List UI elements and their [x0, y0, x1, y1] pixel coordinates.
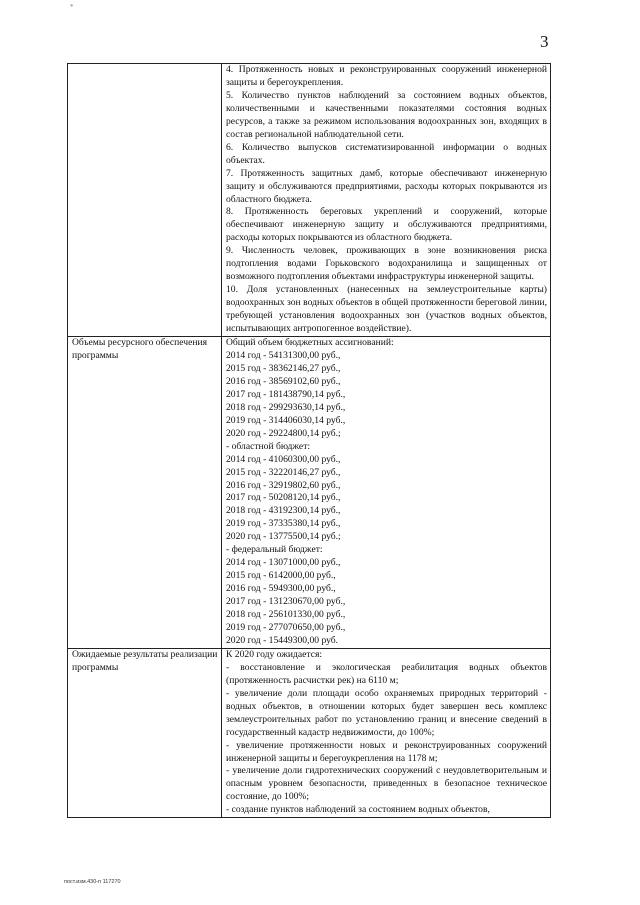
row-label: Ожидаемые результаты реализации программы [68, 648, 222, 817]
funding-line: 2016 год - 38569102,60 руб., [226, 375, 341, 387]
funding-line: 2018 год - 43192300,14 руб., [226, 505, 341, 517]
indicators-cell [222, 64, 551, 337]
funding-line: 2020 год - 13775500,14 руб.; [226, 531, 341, 543]
footer-code: пост.изм.430-п 117270 [64, 879, 121, 885]
corner-mark: * [70, 3, 74, 11]
funding-regional-heading: - областной бюджет: [226, 440, 311, 452]
funding-line: 2015 год - 38362146,27 руб., [226, 362, 341, 374]
funding-line: 2018 год - 299293630,14 руб., [226, 401, 346, 413]
result-item: - увеличение протяженности новых и реконструированных сооружений инженерной защиты и берегоукрепления на 1178 м; [226, 739, 547, 764]
funding-line: 2017 год - 50208120,14 руб., [226, 492, 341, 504]
funding-line: 2020 год - 29224800,14 руб.; [226, 427, 341, 439]
funding-line: 2014 год - 13071000,00 руб., [226, 557, 341, 569]
passport-table [67, 63, 551, 818]
funding-line: 2015 год - 32220146,27 руб., [226, 466, 341, 478]
funding-line: 2015 год - 6142000,00 руб., [226, 570, 336, 582]
funding-line: 2016 год - 5949300,00 руб., [226, 583, 336, 595]
row-label [68, 64, 222, 337]
indicator-item: 5. Количество пунктов наблюдений за состоянием водных объектов, количественными и качественными показателями состояния водных ресурсов, а также за режимом использования водоохранных зон, входящих в состав региональной наблюдательной сети. [226, 89, 547, 140]
result-item: - создание пунктов наблюдений за состоянием водных объектов, [226, 804, 490, 816]
result-item: - восстановление и экологическая реабилитация водных объектов (протяженность расчистки рек) на 6110 м; [226, 661, 547, 686]
page-number: 3 [540, 32, 549, 51]
funding-cell [222, 337, 551, 649]
indicator-item: 9. Численность человек, проживающих в зоне возникновения риска подтопления водами Горьковского водохранилища и защищенных от возможного подтопления объектами инфраструктуры инженерной защиты. [226, 245, 547, 283]
table-row-indicators [68, 64, 551, 337]
indicator-item: 4. Протяженность новых и реконструированных сооружений инженерной защиты и берегоукрепления. [226, 64, 547, 88]
funding-line: 2018 год - 256101330,00 руб., [226, 609, 346, 621]
funding-total-heading: Общий объем бюджетных ассигнований: [226, 337, 394, 349]
result-item: - увеличение доли площади особо охраняемых природных территорий - водных объектов, в отношении которых будет завершен весь комплекс землеустроительных работ по установлению границ и внесение сведений в государственный кадастр недвижимости, до 100%; [226, 687, 547, 738]
table-row-funding [68, 337, 551, 649]
funding-line: 2019 год - 277070650,00 руб., [226, 621, 346, 633]
result-item: - увеличение доли гидротехнических сооружений с неудовлетворительным и опасным уровнем безопасности, приведенных в безопасное техническое состояние, до 100%; [226, 765, 547, 803]
results-cell [222, 648, 551, 817]
funding-federal-heading: - федеральный бюджет: [226, 544, 323, 556]
funding-line: 2016 год - 32919802,60 руб., [226, 479, 341, 491]
row-label: Объемы ресурсного обеспечения программы [68, 337, 222, 649]
funding-line: 2014 год - 41060300,00 руб., [226, 453, 341, 465]
table-row-results [68, 648, 551, 817]
indicator-item: 8. Протяженность береговых укреплений и сооружений, которые обеспечивают инженерную защиту и обслуживаются предприятиями, расходы которых покрываются из областного бюджета. [226, 206, 547, 244]
results-intro: К 2020 году ожидается: [226, 648, 323, 660]
funding-line: 2019 год - 37335380,14 руб., [226, 518, 341, 530]
indicator-item: 10. Доля установленных (нанесенных на землеустроительные карты) водоохранных зон водных объектов в общей протяженности береговой линии, требующей установления водоохранных зон (участков водных объектов, испытывающих антропогенное воздействие). [226, 284, 547, 335]
funding-line: 2014 год - 54131300,00 руб., [226, 349, 341, 361]
funding-line: 2020 год - 15449300,00 руб. [226, 634, 339, 646]
funding-line: 2017 год - 131230670,00 руб., [226, 596, 346, 608]
indicator-item: 7. Протяженность защитных дамб, которые обеспечивают инженерную защиту и обслуживаются предприятиями, расходы которых покрываются из областного бюджета. [226, 167, 547, 205]
indicator-item: 6. Количество выпусков систематизированной информации о водных объектах. [226, 141, 547, 166]
funding-line: 2017 год - 181438790,14 руб., [226, 388, 346, 400]
funding-line: 2019 год - 314406030,14 руб., [226, 414, 346, 426]
